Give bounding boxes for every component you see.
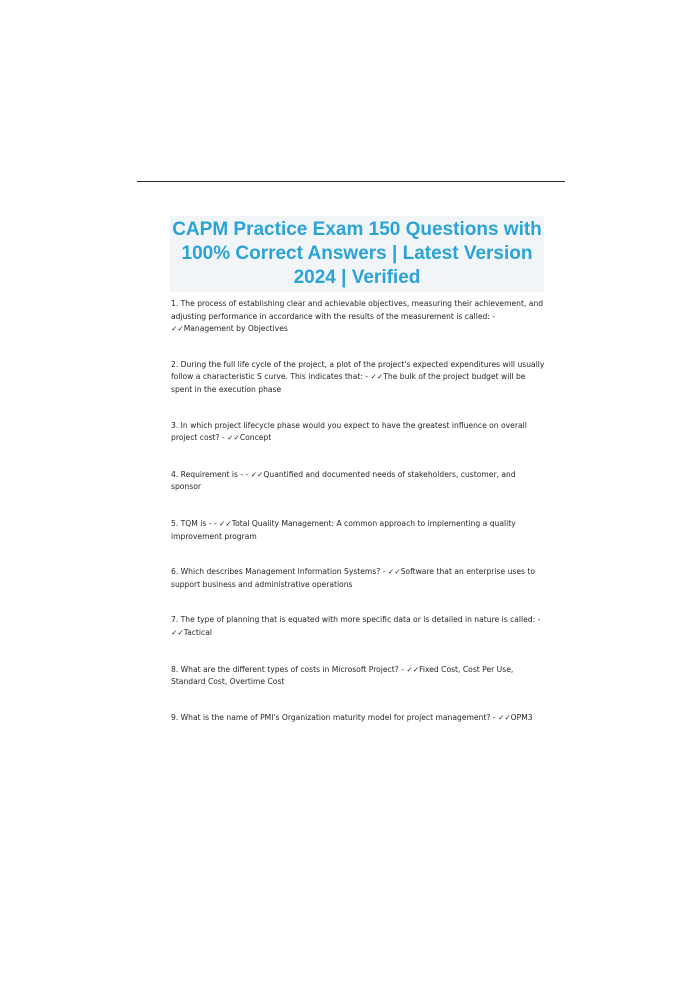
title-line-1: CAPM Practice Exam 150 Questions with xyxy=(172,219,542,240)
header-rule xyxy=(137,181,565,182)
title-line-3: 2024 | Verified xyxy=(293,267,421,288)
question-list xyxy=(171,298,547,724)
question-6: 6. Which describes Management Information Systems? - ✓✓Software that an enterprise uses to support business and administrative operations xyxy=(171,567,536,589)
question-5: 5. TQM is - - ✓✓Total Quality Management: A common approach to implementing a quality improvement program xyxy=(171,518,516,541)
question-4: 4. Requirement is - - ✓✓Quantified and documented needs of stakeholders, customer, and sponsor xyxy=(171,469,516,492)
title-line-2: 100% Correct Answers | Latest Version xyxy=(181,243,533,264)
question-9: 9. What is the name of PMI's Organization maturity model for project management? - ✓✓OPM3 xyxy=(171,712,533,722)
question-8: 8. What are the different types of costs in Microsoft Project? - ✓✓Fixed Cost, Cost Per Use, Standard Cost, Overtime Cost xyxy=(171,664,514,687)
question-1: 1. The process of establishing clear and achievable objectives, measuring their achievement, and adjusting performance in accordance with the results of the measurement is called: - ✓✓Management by Objectives xyxy=(171,299,544,334)
document-title xyxy=(170,216,544,292)
question-2: 2. During the full life cycle of the project, a plot of the project's expected expenditures will usually follow a characteristic S curve. This indicates that: - ✓✓The bulk of the project budget will be spent in the execution phase xyxy=(171,359,545,394)
question-7: 7. The type of planning that is equated with more specific data or is detailed in nature is called: - ✓✓Tactical xyxy=(171,615,541,637)
question-3: 3. In which project lifecycle phase would you expect to have the greatest influence on overall project cost? - ✓✓Concept xyxy=(171,420,527,443)
